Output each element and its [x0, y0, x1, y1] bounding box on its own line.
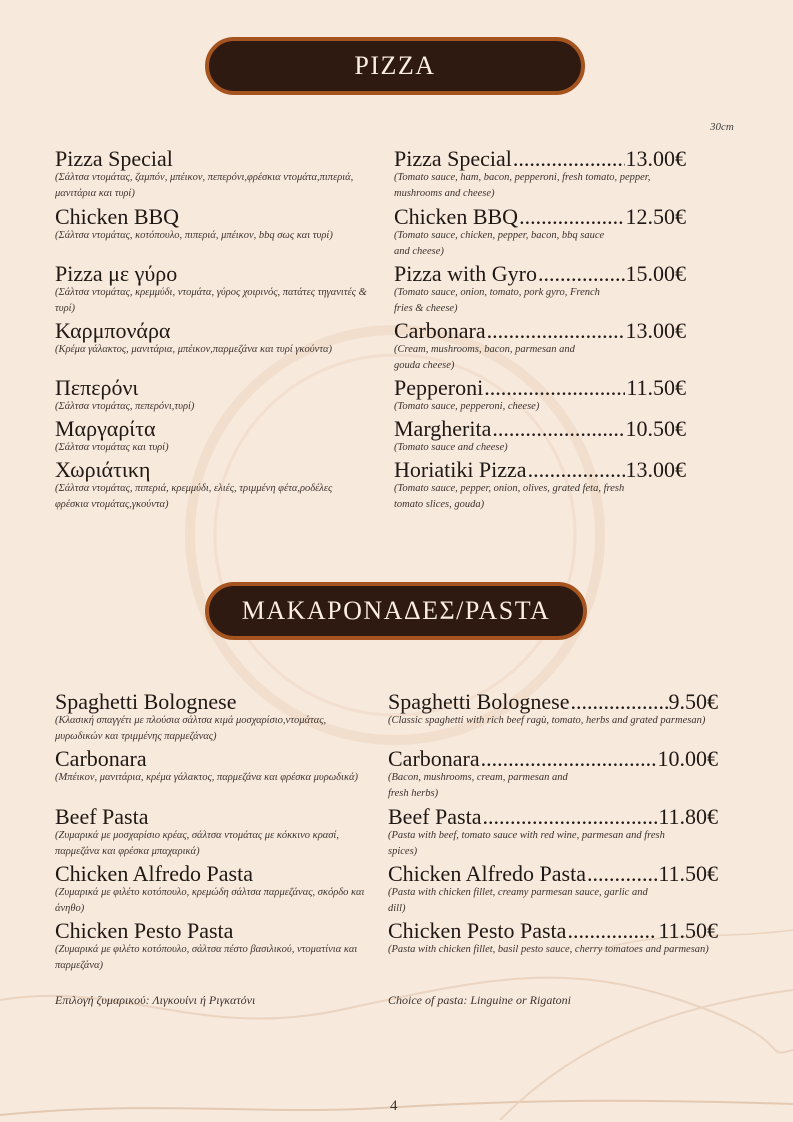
- dot-leader: [570, 691, 667, 713]
- pasta-english-item: [388, 863, 718, 917]
- item-name: Chicken BBQ: [394, 204, 519, 229]
- dot-leader: [538, 263, 625, 285]
- pizza-size-label: 30cm: [710, 121, 734, 133]
- item-name: Pepperoni: [394, 375, 484, 400]
- item-description: (Pasta with beef, tomato sauce with red wine, parmesan and fresh spices): [388, 830, 665, 857]
- item-description: (Tomato sauce and cheese): [394, 442, 508, 453]
- item-name: Πεπερόνι: [55, 375, 139, 400]
- item-name: Pizza Special: [55, 146, 173, 171]
- item-description: (Σάλτσα ντομάτας, κρεμμύδι, ντομάτα, γύρος χοιρινός, πατάτες τηγανιτές & τυρί): [55, 287, 367, 314]
- dot-leader: [492, 418, 624, 440]
- item-description: (Bacon, mushrooms, cream, parmesan and fresh herbs): [388, 772, 568, 799]
- item-description: (Σάλτσα ντομάτας, πεπερόνι,τυρί): [55, 401, 195, 412]
- item-description: (Tomato sauce, onion, tomato, pork gyro, French fries & cheese): [394, 287, 600, 314]
- dot-leader: [587, 863, 657, 885]
- pasta-section-title: ΜΑΚΑΡΟΝΑΔΕΣ/PASTA: [241, 596, 551, 625]
- pizza-english-item: [394, 206, 686, 260]
- item-description: (Κλασική σπαγγέτι με πλούσια σάλτσα κιμά μοσχαρίσιο,ντομάτας, μυρωδικών και τριμμένης παρμεζάνας): [55, 715, 327, 742]
- item-price: 13.00€: [625, 318, 686, 343]
- item-price: 10.00€: [657, 746, 718, 771]
- pizza-english-item: [394, 459, 686, 513]
- pizza-greek-item: [55, 320, 385, 358]
- item-name: Pizza Special: [394, 146, 512, 171]
- item-description: (Tomato sauce, pepper, onion, olives, grated feta, fresh tomato slices, gouda): [394, 483, 625, 510]
- pizza-greek-item: [55, 377, 385, 415]
- item-description: (Σάλτσα ντομάτας και τυρί): [55, 442, 169, 453]
- dot-leader: [519, 206, 624, 228]
- item-description: (Cream, mushrooms, bacon, parmesan and gouda cheese): [394, 344, 575, 371]
- pizza-greek-item: [55, 459, 345, 513]
- dot-leader: [482, 806, 657, 828]
- item-name: Χωριάτικη: [55, 457, 151, 482]
- pizza-greek-item: [55, 418, 385, 456]
- pasta-choice-note-greek: Επιλογή ζυμαρικού: Λιγκουίνι ή Ριγκατόνι: [55, 993, 256, 1007]
- item-name: Carbonara: [394, 318, 486, 343]
- pizza-greek-item: [55, 206, 385, 244]
- page-number: 4: [390, 1098, 398, 1114]
- item-name: Margherita: [394, 416, 492, 441]
- pasta-greek-item: [55, 806, 370, 860]
- pizza-english-item: [394, 148, 686, 202]
- pizza-english-item: [394, 377, 686, 415]
- item-price: 10.50€: [625, 416, 686, 441]
- item-name: Καρμπονάρα: [55, 318, 171, 343]
- item-name: Carbonara: [55, 746, 147, 771]
- item-name: Chicken Alfredo Pasta: [388, 861, 586, 886]
- item-price: 15.00€: [625, 261, 686, 286]
- item-description: (Σάλτσα ντομάτας, ζαμπόν, μπέικον, πεπερόνι,φρέσκια ντομάτα,πιπεριά, μανιτάρια και τυρί): [55, 172, 354, 199]
- pizza-greek-item: [55, 148, 385, 202]
- item-description: (Tomato sauce, pepperoni, cheese): [394, 401, 540, 412]
- item-description: (Pasta with chicken fillet, basil pesto sauce, cherry tomatoes and parmesan): [388, 944, 709, 955]
- item-price: 11.80€: [658, 804, 718, 829]
- dot-leader: [528, 459, 625, 481]
- item-description: (Ζυμαρικά με φιλέτο κοτόπουλο, σάλτσα πέστο βασιλικού, ντοματίνια και παρμεζάνα): [55, 944, 358, 971]
- item-price: 11.50€: [658, 861, 718, 886]
- item-name: Chicken BBQ: [55, 204, 180, 229]
- item-name: Pizza με γύρο: [55, 261, 178, 286]
- item-price: 13.00€: [625, 146, 686, 171]
- pizza-english-item: [394, 418, 686, 456]
- item-name: Pizza with Gyro: [394, 261, 537, 286]
- dot-leader: [567, 920, 657, 942]
- item-name: Beef Pasta: [55, 804, 149, 829]
- item-description: (Tomato sauce, ham, bacon, pepperoni, fresh tomato, pepper, mushrooms and cheese): [394, 172, 651, 199]
- item-name: Chicken Alfredo Pasta: [55, 861, 253, 886]
- item-description: (Classic spaghetti with rich beef ragù, tomato, herbs and grated parmesan): [388, 715, 706, 726]
- dot-leader: [487, 320, 625, 342]
- item-description: (Σάλτσα ντομάτας, κοτόπουλο, πιπεριά, μπέικον, bbq σως και τυρί): [55, 230, 333, 241]
- item-description: (Μπέικον, μανιτάρια, κρέμα γάλακτος, παρμεζάνα και φρέσκα μυρωδικά): [55, 772, 358, 783]
- item-price: 11.50€: [658, 918, 718, 943]
- item-name: Carbonara: [388, 746, 480, 771]
- pasta-english-item: [388, 920, 718, 958]
- item-name: Beef Pasta: [388, 804, 482, 829]
- dot-leader: [513, 148, 625, 170]
- pizza-section-title: PIZZA: [354, 51, 436, 80]
- dot-leader: [481, 748, 657, 770]
- item-description: (Tomato sauce, chicken, pepper, bacon, bbq sauce and cheese): [394, 230, 605, 257]
- item-name: Spaghetti Bolognese: [388, 689, 570, 714]
- pizza-section-banner: [205, 37, 585, 95]
- item-description: (Pasta with chicken fillet, creamy parmesan sauce, garlic and dill): [388, 887, 648, 914]
- pasta-greek-item: [55, 863, 370, 917]
- item-description: (Σάλτσα ντομάτας, πιπεριά, κρεμμύδι, ελιές, τριμμένη φέτα,ροδέλες φρέσκια ντομάτας,γκούντα): [55, 483, 333, 510]
- item-description: (Κρέμα γάλακτος, μανιτάρια, μπέικον,παρμεζάνα και τυρί γκούντα): [55, 344, 332, 355]
- item-name: Spaghetti Bolognese: [55, 689, 237, 714]
- pasta-greek-item: [55, 691, 370, 745]
- dot-leader: [484, 377, 625, 399]
- item-name: Chicken Pesto Pasta: [388, 918, 567, 943]
- pasta-english-item: [388, 691, 718, 729]
- item-price: 11.50€: [626, 375, 686, 400]
- item-price: 12.50€: [625, 204, 686, 229]
- pasta-greek-item: [55, 748, 370, 786]
- item-description: (Ζυμαρικά με φιλέτο κοτόπουλο, κρεμώδη σάλτσα παρμεζάνας, σκόρδο και άνηθο): [55, 887, 365, 914]
- pizza-english-item: [394, 263, 686, 317]
- pasta-english-item: [388, 806, 718, 860]
- item-name: Μαργαρίτα: [55, 416, 156, 441]
- pasta-english-item: [388, 748, 718, 802]
- pasta-greek-item: [55, 920, 370, 974]
- item-price: 9.50€: [668, 689, 718, 714]
- item-name: Chicken Pesto Pasta: [55, 918, 234, 943]
- item-name: Horiatiki Pizza: [394, 457, 527, 482]
- pizza-greek-item: [55, 263, 385, 317]
- pasta-choice-note-english: Choice of pasta: Linguine or Rigatoni: [388, 993, 571, 1007]
- item-price: 13.00€: [625, 457, 686, 482]
- item-description: (Ζυμαρικά με μοσχαρίσιο κρέας, σάλτσα ντομάτας με κόκκινο κρασί, παρμεζάνα και φρέσκα μπαχαρικά): [55, 830, 339, 857]
- pasta-section-banner: [205, 582, 587, 640]
- pizza-english-item: [394, 320, 686, 374]
